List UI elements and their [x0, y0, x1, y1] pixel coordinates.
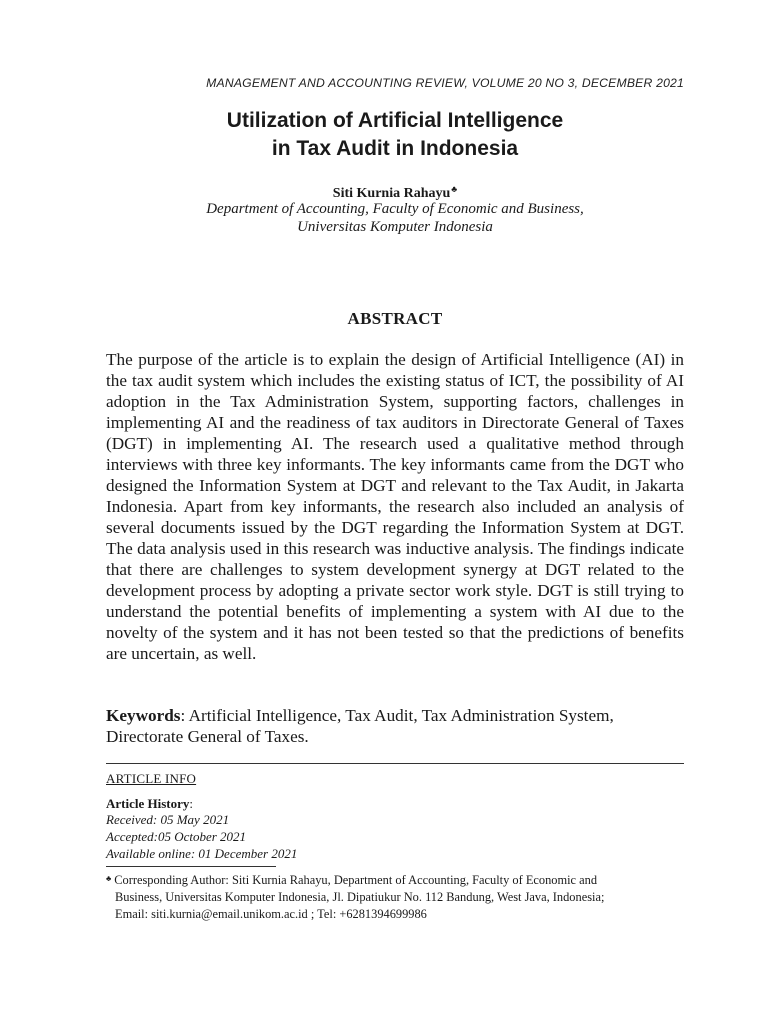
footnote-line-1-text: Corresponding Author: Siti Kurnia Rahayu, Department of Accounting, Faculty of Economic and — [114, 873, 598, 887]
journal-header: MANAGEMENT AND ACCOUNTING REVIEW, VOLUME 20 NO 3, DECEMBER 2021 — [206, 76, 684, 90]
abstract-heading: ABSTRACT — [347, 309, 443, 328]
abstract-body: The purpose of the article is to explain the design of Artificial Intelligence (AI) in the tax audit system which includes the existing status of ICT, the possibility of AI adoption in the Tax Administration System, supporting factors, challenges in implementing AI and the readiness of tax auditors in Directorate General of Taxes (DGT) in implementing AI. The research used a qualitative method through interviews with three key informants. The key informants came from the DGT who designed the Information System at DGT and relevant to the Tax Audit, in Jakarta Indonesia. Apart from key informants, the research also included an analysis of several documents issued by the DGT regarding the Information System at DGT. The data analysis used in this research was inductive analysis. The findings indicate that there are challenges to system development synergy at DGT related to the development process by adopting a private sector work style. DGT is still trying to understand the potential benefits of implementing a system with AI due to the novelty of the system and it has not been tested so that the predictions of benefits are uncertain, as well. — [106, 350, 684, 663]
keywords-label: Keywords — [106, 706, 181, 725]
corresponding-mark-icon: ♣ — [451, 184, 458, 194]
received-date: Received: 05 May 2021 — [106, 812, 230, 827]
keywords — [106, 705, 684, 747]
footnote-divider — [106, 866, 276, 867]
corresponding-author-footnote — [106, 870, 684, 923]
article-info-heading: ARTICLE INFO — [106, 771, 197, 786]
accepted-date: Accepted:05 October 2021 — [106, 829, 247, 844]
affiliation-line-1: Department of Accounting, Faculty of Economic and Business, — [206, 201, 584, 217]
title-line-1: Utilization of Artificial Intelligence — [226, 109, 564, 132]
footnote-line-2: Business, Universitas Komputer Indonesia, Jl. Dipatiukur No. 112 Bandung, West Java, Indonesia; — [115, 890, 605, 904]
article-history-title: Article History — [106, 796, 190, 811]
article-title — [106, 107, 684, 163]
keywords-text: : Artificial Intelligence, Tax Audit, Tax Administration System, Directorate General of Taxes. — [106, 706, 614, 746]
affiliation-line-2: Universitas Komputer Indonesia — [297, 219, 493, 235]
article-history-colon: : — [189, 796, 194, 811]
author-name: Siti Kurnia Rahayu — [332, 186, 451, 201]
footnote-line-1 — [106, 870, 684, 889]
affiliation — [106, 200, 684, 236]
article-history-label — [106, 796, 193, 812]
article-page — [106, 0, 684, 1024]
section-divider — [106, 763, 684, 764]
title-line-2: in Tax Audit in Indonesia — [271, 137, 519, 160]
footnote-mark-icon: ♣ — [106, 874, 112, 883]
available-online-date: Available online: 01 December 2021 — [106, 846, 298, 861]
footnote-line-3: Email: siti.kurnia@email.unikom.ac.id ; Tel: +6281394699986 — [115, 907, 427, 921]
